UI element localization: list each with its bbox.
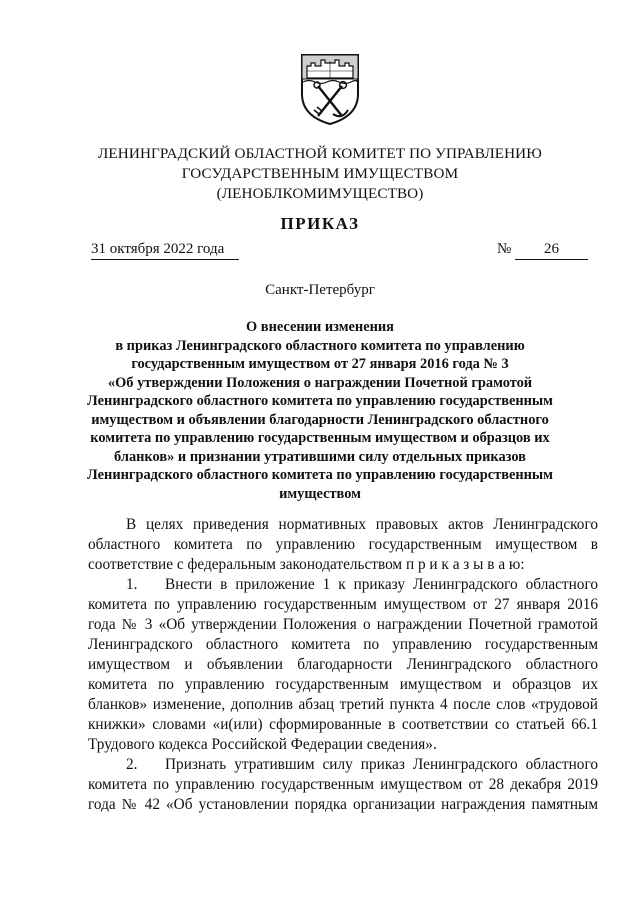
document-date: 31 октября 2022 года: [91, 241, 239, 260]
document-number: 26: [515, 241, 588, 260]
title-line: комитета по управлению государственным имуществом и образцов их: [90, 430, 550, 446]
body-line: Трудового кодекса Российской Федерации сведения».: [88, 736, 437, 753]
body-line: комитета по управлению государственным имуществом и образцов их: [88, 676, 598, 693]
org-name-line-2: ГОСУДАРСТВЕННЫМ ИМУЩЕСТВОМ: [181, 165, 459, 182]
body-line: соответствие с федеральным законодательством п р и к а з ы в а ю:: [88, 556, 525, 573]
title-line: имуществом: [279, 485, 361, 502]
title-line: государственным имуществом от 27 января 2016 года № 3: [131, 356, 509, 372]
title-line: О внесении изменения: [246, 319, 394, 335]
title-line: «Об утверждении Положения о награждении Почетной грамотой: [107, 374, 533, 391]
org-name-line-3: (ЛЕНОБЛКОМИМУЩЕСТВО): [216, 185, 424, 202]
item-number: 1.: [126, 576, 138, 593]
document-type-heading: ПРИКАЗ: [280, 214, 360, 233]
title-line: в приказ Ленинградского областного комитета по управлению: [115, 337, 525, 354]
body-line: комитета по управлению государственным имуществом от 28 декабря 2019: [88, 776, 598, 793]
body-line: книжки» словами «и(или) сформированные в соответствии со статьей 66.1: [88, 716, 598, 733]
body-line: Ленинградского областного комитета по управлению государственным: [88, 636, 598, 653]
coat-of-arms-emblem: [299, 52, 361, 126]
document-city: Санкт-Петербург: [265, 282, 375, 298]
body-line: Признать утратившим силу приказ Ленинградского областного: [165, 756, 598, 773]
document-number-label: №: [497, 241, 512, 257]
org-name-line-1: ЛЕНИНГРАДСКИЙ ОБЛАСТНОЙ КОМИТЕТ ПО УПРАВЛЕНИЮ: [98, 145, 542, 162]
body-line: Внести в приложение 1 к приказу Ленинградского областного: [165, 576, 598, 593]
item-number: 2.: [126, 756, 138, 773]
body-line: бланков» изменение, дополнив абзац третий пункта 4 после слов «трудовой: [88, 696, 598, 713]
title-line: бланков» и признании утратившими силу отдельных приказов: [114, 448, 526, 465]
body-line: имуществом и объявлении благодарности Ленинградского областного: [88, 656, 598, 673]
title-line: Ленинградского областного комитета по управлению государственным: [87, 467, 553, 483]
body-line: комитета по управлению государственным имуществом от 27 января 2016: [88, 596, 598, 613]
body-line: областного комитета по управлению государственным имуществом в: [88, 536, 598, 553]
title-line: Ленинградского областного комитета по управлению государственным: [87, 393, 553, 409]
body-line: В целях приведения нормативных правовых актов Ленинградского: [126, 516, 598, 533]
title-line: имуществом и объявлении благодарности Ленинградского областного: [91, 411, 549, 428]
body-line: года № 42 «Об установлении порядка организации награждения памятным: [88, 796, 598, 813]
body-line: года № 3 «Об утверждении Положения о награждении Почетной грамотой: [88, 616, 598, 633]
